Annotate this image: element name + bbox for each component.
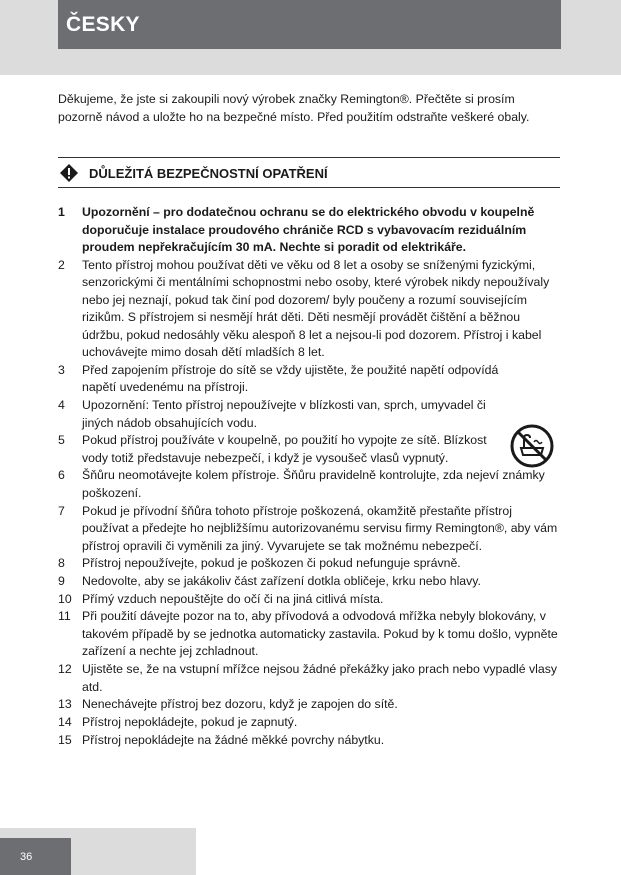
section-top-rule [58,157,560,158]
page-number: 36 [20,850,33,863]
list-item: 8 Přístroj nepoužívejte, pokud je poškozen či pokud nefunguje správně. [58,556,461,571]
list-item: 4 Upozornění: Tento přístroj nepoužívejte v blízkosti van, sprch, umyvadel či jiných nádob obsahujících vodu. [58,398,486,430]
list-item: 7 Pokud je přívodní šňůra tohoto přístroje poškozená, okamžitě přestaňte přístroj používat a předejte ho nejbližšímu autorizovanému servisu firmy Remington®, aby vám přístroj opravili či vyměnili za jiný. Vyvarujete se tak možnému nebezpečí. [58,503,558,553]
list-item: 14 Přístroj nepokládejte, pokud je zapnutý. [58,714,298,729]
section-heading [58,163,560,183]
section-title: DŮLEŽITÁ BEZPEČNOSTNÍ OPATŘENÍ [89,165,328,181]
intro-paragraph: Děkujeme, že jste si zakoupili nový výrobek značky Remington®. Přečtěte si prosím pozorně návod a uložte ho na bezpečné místo. Před použitím odstraňte veškeré obaly. [58,92,530,124]
list-item: 6 Šňůru neomotávejte kolem přístroje. Šňůru pravidelně kontrolujte, zda nejeví známky poškození. [58,468,545,500]
no-bath-icon [510,424,554,468]
list-item: 2 Tento přístroj mohou používat děti ve věku od 8 let a osoby se sníženými fyzickými, senzorickými či mentálními schopnostmi nebo osoby, které výrobek nikdy nepoužívaly nebo jej neznají, pokud tak činí pod dozorem/ byly poučeny a rozumí souvisejícím rizikům. S přístrojem si nesmějí hrát děti. Děti nesmějí provádět čištění a běžnou údržbu, pokud nedosáhly věku alespoň 8 let a nejsou-li pod dozorem. Přístroj i kabel uchovávejte mimo dosah dětí mladších 8 let. [58,257,550,360]
page-number-box [0,838,71,875]
list-item: 12 Ujistěte se, že na vstupní mřížce nejsou žádné překážky jako prach nebo vypadlé vlasy atd. [58,662,558,694]
list-item: 5 Pokud přístroj používáte v koupelně, po použití ho vypojte ze sítě. Blízkost vody totiž představuje nebezpečí, i když je vysoušeč vlasů vypnutý. [58,433,487,465]
list-item: 1 Upozornění – pro dodatečnou ochranu se do elektrického obvodu v koupelně doporučuje instalace proudového chrániče RCD s vybavovacím reziduálním proudem nepřekračujícím 30 mA. Nechte si poradit od elektrikáře. [58,205,535,254]
list-item: 13 Nenechávejte přístroj bez dozoru, když je zapojen do sítě. [58,697,398,712]
list-item: 15 Přístroj nepokládejte na žádné měkké povrchy nábytku. [58,732,385,747]
language-header [58,0,561,49]
section-bottom-rule [58,187,560,188]
list-item: 9 Nedovolte, aby se jakákoliv část zařízení dotkla obličeje, krku nebo hlavy. [58,574,481,588]
list-item: 11 Při použití dávejte pozor na to, aby přívodová a odvodová mřížka nebyly blokovány, v takovém případě by se jednotka automaticky zastavila. Pokud by k tomu došlo, vypněte zařízení a nechte jej zchladnout. [58,609,558,659]
warning-icon [59,163,79,183]
safety-list [58,204,560,749]
language-title: ČESKY [66,12,140,36]
list-item: 10 Přímý vzduch nepouštějte do očí či na jiná citlivá místa. [58,591,384,606]
list-item: 3 Před zapojením přístroje do sítě se vždy ujistěte, že použité napětí odpovídá napětí uvedenému na přístroji. [58,362,499,395]
